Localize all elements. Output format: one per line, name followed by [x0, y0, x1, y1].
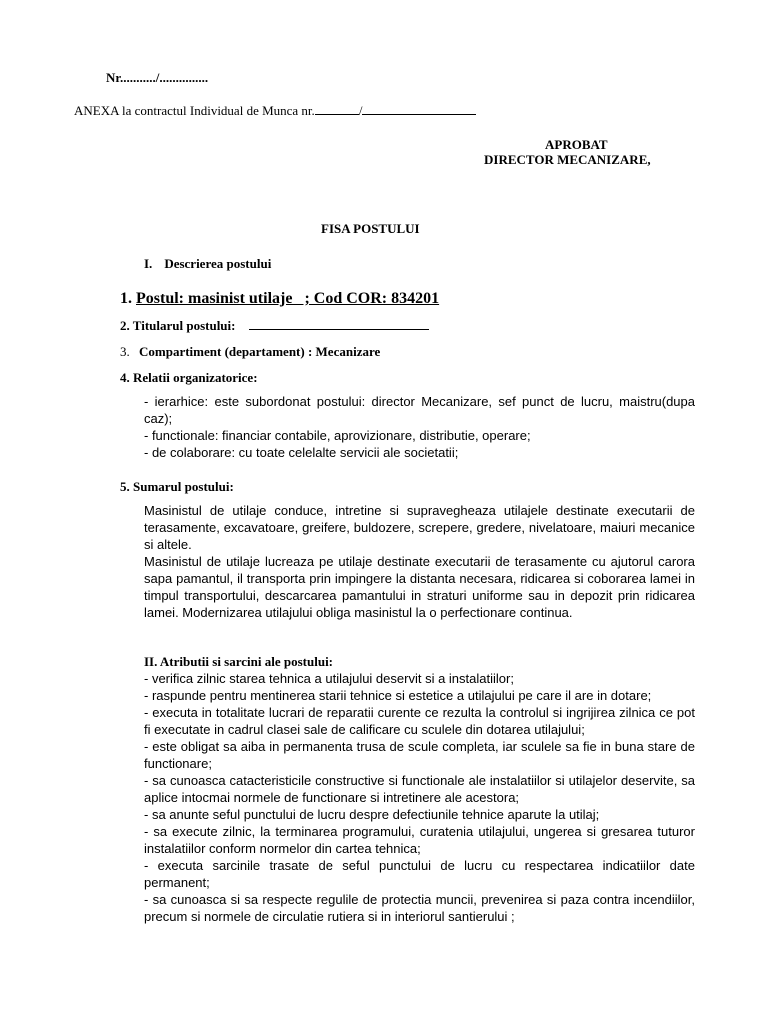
item-sumar — [120, 479, 234, 495]
item-relatii-number: 4. — [120, 370, 130, 385]
relatii-functionale: - functionale: financiar contabile, aprovizionare, distributie, operare; — [144, 428, 531, 443]
contract-date-blank — [362, 113, 476, 115]
atributie-item: - verifica zilnic starea tehnica a utilajului deservit si a instalatiilor; — [144, 671, 514, 686]
relatii-colaborare: - de colaborare: cu toate celelalte servicii ale societatii; — [144, 445, 459, 460]
titular-blank — [249, 328, 429, 330]
sumar-paragraph: Masinistul de utilaje lucreaza pe utilaje destinate executarii de terasamente cu ajutorul carora sapa pamantul, il transporta prin impingere la distanta necesara, ridicarea si coborarea lamei in timpul transportului, descarcarea pamantului in straturi uniforme sau in depozit prin ridicarea lamei. Modernizarea utilajului obliga masinistul la o perfectionare continua. — [144, 554, 695, 620]
approval-label: APROBAT — [545, 137, 608, 152]
item-sumar-number: 5. — [120, 479, 130, 494]
atributie-item: - este obligat sa aiba in permanenta trusa de scule completa, iar sculele sa fie in buna stare de functionare; — [144, 739, 695, 771]
sumar-text — [144, 502, 695, 621]
item-titular — [120, 318, 429, 334]
atributie-item: - sa execute zilnic, la terminarea programului, curatenia utilajului, ungerea si gresarea tuturor instalatiilor conform normelor din cartea tehnica; — [144, 824, 695, 856]
item-relatii-label: Relatii organizatorice: — [133, 370, 258, 385]
item-compartiment-label: Compartiment (departament) : Mecanizare — [139, 344, 381, 359]
item-sumar-label: Sumarul postului: — [133, 479, 234, 494]
item-titular-number: 2. — [120, 318, 130, 333]
item-compartiment-number: 3. — [120, 344, 130, 359]
item-post-number: 1. — [120, 290, 132, 307]
atributie-item: - executa sarcinile trasate de seful punctului de lucru cu respectarea indicatiilor date permanent; — [144, 858, 695, 890]
section-2-heading: II. Atributii si sarcini ale postului: — [144, 654, 334, 669]
relatii-list — [144, 393, 695, 461]
annex-separator: / — [358, 103, 363, 118]
page-title: FISA POSTULUI — [321, 221, 420, 236]
atributie-item: - sa cunoasca si sa respecte regulile de protectia muncii, prevenirea si paza contra incendiilor, precum si normele de circulatie rutiera si in interiorul santierului ; — [144, 892, 695, 924]
item-post-label: Postul: masinist utilaje ; Cod COR: 834201 — [136, 290, 440, 307]
atributie-item: - executa in totalitate lucrari de reparatii curente ce rezulta la controlul si ingrijirea zilnica ce pot fi executate in cadrul clasei sale de calificare cu sculele din dotarea utilajului; — [144, 705, 695, 737]
item-relatii — [120, 370, 258, 386]
section-1-title: Descrierea postului — [164, 256, 272, 271]
atributie-item: - sa anunte seful punctului de lucru despre defectiunile tehnice aparute la utilaj; — [144, 807, 600, 822]
contract-number-blank — [315, 113, 359, 115]
relatii-ierarhice: - ierarhice: este subordonat postului: director Mecanizare, sef punct de lucru, maistru(dupa caz); — [144, 394, 695, 426]
approval-signatory: DIRECTOR MECANIZARE, — [484, 152, 651, 167]
annex-line — [74, 103, 476, 119]
atributie-item: - raspunde pentru mentinerea starii tehnice si estetice a utilajului pe care il are in dotare; — [144, 688, 652, 703]
atributii-list — [144, 670, 695, 925]
item-titular-label: Titularul postului: — [132, 318, 236, 333]
sumar-paragraph: Masinistul de utilaje conduce, intretine si supravegheaza utilajele destinate executarii de terasamente, excavatoare, greifere, buldozere, screpere, gredere, nivelatoare, maiuri mecanice si altele. — [144, 503, 695, 552]
atributie-item: - sa cunoasca catacteristicile constructive si functionale ale instalatiilor si utilajelor deservite, sa aplice intocmai normele de functionare si intretinere ale acestora; — [144, 773, 695, 805]
section-1-heading — [144, 256, 271, 272]
annex-text: ANEXA la contractul Individual de Munca nr. — [74, 103, 315, 118]
item-post — [120, 290, 439, 308]
document-number: Nr.........../............... — [106, 70, 209, 85]
item-compartiment — [120, 344, 380, 360]
section-1-numeral: I. — [144, 256, 153, 271]
